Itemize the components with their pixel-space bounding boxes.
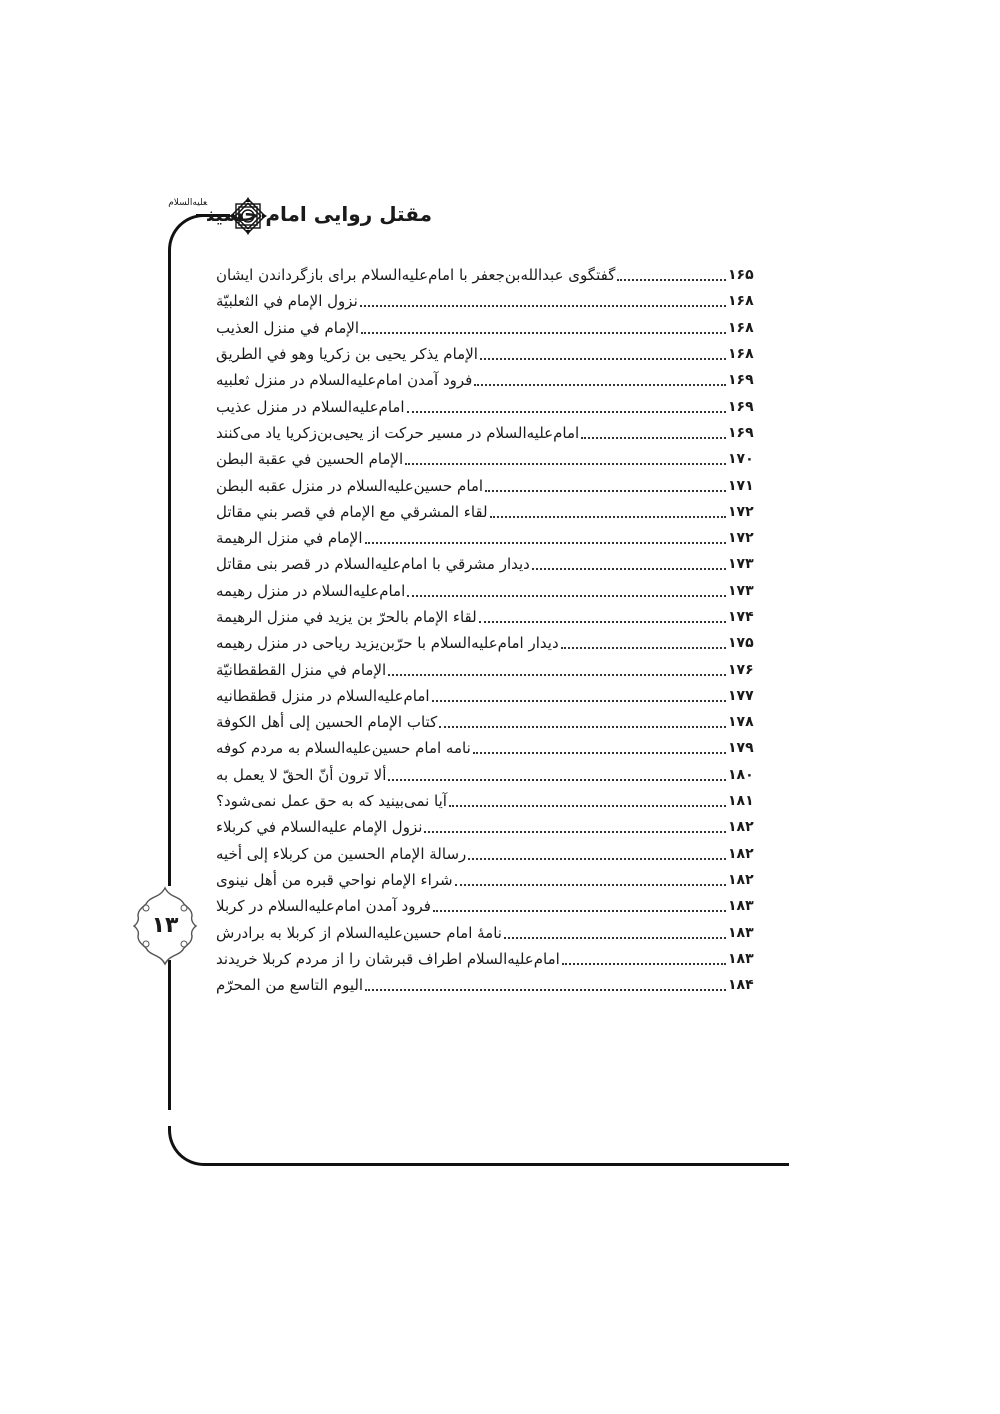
- toc-entry-page: ۱۷۷: [728, 687, 754, 704]
- toc-entry[interactable]: [212, 367, 762, 393]
- toc-entry-title: نامهٔ امام حسین‌علیه‌السلام از کربلا به برادرش: [216, 923, 502, 942]
- toc-entry-page: ۱۶۸: [728, 319, 754, 336]
- toc-entry[interactable]: [212, 709, 762, 735]
- toc-entry[interactable]: [212, 341, 762, 367]
- toc-entry-page: ۱۷۴: [728, 609, 754, 625]
- toc-entry-page: ۱۶۹: [728, 372, 754, 389]
- toc-entry-title: شراء الإمام نواحي قبره من أهل نينوى: [216, 870, 453, 889]
- toc-entry-page: ۱۶۹: [728, 424, 754, 441]
- toc-entry-title: دیدار امام‌علیه‌السلام با حرّبن‌یزید ریاحی در منزل رهیمه: [216, 634, 559, 653]
- toc-entry[interactable]: [212, 867, 762, 893]
- leader-dots: [407, 595, 726, 597]
- leader-dots: [532, 568, 726, 570]
- toc-entry-page: ۱۷۳: [728, 582, 754, 599]
- leader-dots: [424, 831, 726, 833]
- toc-entry-page: ۱۶۸: [728, 346, 754, 363]
- frame-left-line-lower: [168, 960, 171, 1110]
- toc-entry-page: ۱۷۲: [728, 503, 754, 520]
- toc-entry[interactable]: [212, 972, 762, 998]
- toc-entry-page: ۱۷۸: [728, 714, 754, 731]
- leader-dots: [365, 989, 726, 991]
- toc-entry-title: آیا نمی‌بینید که به حق عمل نمی‌شود؟: [216, 792, 447, 811]
- toc-entry-page: ۱۸۰: [728, 766, 754, 783]
- toc-entry-page: ۱۸۳: [728, 924, 754, 941]
- leader-dots: [468, 858, 726, 860]
- leader-dots: [388, 779, 726, 781]
- leader-dots: [360, 305, 726, 307]
- toc-entry[interactable]: [212, 315, 762, 341]
- toc-entry-title: امام‌علیه‌السلام در منزل قطقطانیه: [216, 686, 430, 705]
- leader-dots: [388, 674, 726, 676]
- toc-entry-page: ۱۷۲: [728, 530, 754, 547]
- toc-entry[interactable]: [212, 814, 762, 840]
- toc-entry[interactable]: [212, 288, 762, 314]
- toc-entry-title: گفتگوی عبدالله‌بن‌جعفر با امام‌علیه‌السلام برای بازگرداندن ایشان: [216, 266, 616, 285]
- toc-entry-title: نزول الإمام علیه‌السلام في كربلاء: [216, 818, 423, 837]
- toc-entry-title: لقاء الإمام بالحرّ بن يزيد في منزل الرهيمة: [216, 608, 477, 626]
- toc-entry-page: ۱۷۹: [728, 740, 754, 757]
- toc-entry-title: نزول الإمام في الثعلبيّة: [216, 292, 358, 311]
- toc-entry-title: اليوم التاسع من المحرّم: [216, 976, 364, 995]
- toc-entry-title: فرود آمدن امام‌علیه‌السلام در کربلا: [216, 897, 431, 916]
- toc-entry-title: امام‌علیه‌السلام در منزل عذیب: [216, 397, 405, 416]
- leader-dots: [473, 752, 726, 754]
- toc-entry[interactable]: [212, 735, 762, 761]
- toc-entry-title: الإمام يذكر يحيى بن زكريا وهو في الطريق: [216, 345, 478, 364]
- page-number: ۱۳: [151, 913, 179, 938]
- toc-entry-page: ۱۷۶: [728, 661, 754, 678]
- toc-entry[interactable]: [212, 578, 762, 604]
- leader-dots: [361, 332, 726, 334]
- toc-entry-title: رسالة الإمام الحسين من كربلاء إلى أخيه: [216, 844, 467, 863]
- toc-entry-page: ۱۷۱: [728, 477, 754, 494]
- toc-entry[interactable]: [212, 472, 762, 498]
- toc-entry[interactable]: [212, 841, 762, 867]
- toc-entry[interactable]: [212, 656, 762, 682]
- toc-entry-title: فرود آمدن امام‌علیه‌السلام در منزل ثعلبیه: [216, 371, 473, 390]
- toc-entry-page: ۱۶۹: [728, 398, 754, 415]
- toc-entry[interactable]: [212, 604, 762, 630]
- leader-dots: [455, 884, 726, 886]
- toc-entry[interactable]: [212, 762, 762, 788]
- toc-entry-title: امام‌علیه‌السلام اطراف قبرشان را از مردم کربلا خریدند: [216, 949, 560, 968]
- toc-entry-title: ألا ترون أنّ الحقّ لا يعمل به: [216, 765, 387, 784]
- toc-entry-page: ۱۷۵: [728, 635, 754, 652]
- toc-entry[interactable]: [212, 525, 762, 551]
- toc-entry[interactable]: [212, 499, 762, 525]
- toc-entry-page: ۱۸۱: [728, 793, 754, 810]
- toc-entry[interactable]: [212, 919, 762, 945]
- leader-dots: [561, 647, 726, 649]
- toc-entry-page: ۱۷۳: [728, 556, 754, 573]
- toc-entry-title: الإمام في منزل العذيب: [216, 318, 360, 337]
- leader-dots: [405, 463, 726, 465]
- toc-entry-title: الإمام الحسين في عقبة البطن: [216, 450, 404, 469]
- book-title: [168, 194, 432, 234]
- toc-entry[interactable]: [212, 420, 762, 446]
- frame-bottom-line: [204, 1163, 789, 1166]
- toc-entry-title: امام‌علیه‌السلام در مسیر حرکت از یحیی‌بن‌زکریا یاد می‌کنند: [216, 423, 580, 442]
- leader-dots: [581, 437, 726, 439]
- toc-entry[interactable]: [212, 393, 762, 419]
- toc-entry[interactable]: [212, 262, 762, 288]
- toc-entry[interactable]: [212, 446, 762, 472]
- leader-dots: [365, 542, 727, 544]
- toc-entry-title: نامه امام حسین‌علیه‌السلام به مردم کوفه: [216, 739, 471, 758]
- toc-entry-title: الإمام في منزل القطقطانيّة: [216, 660, 387, 679]
- leader-dots: [449, 805, 726, 807]
- toc-entry[interactable]: [212, 683, 762, 709]
- toc-entry-page: ۱۸۳: [728, 898, 754, 915]
- table-of-contents: [212, 262, 762, 998]
- leader-dots: [433, 910, 726, 912]
- leader-dots: [504, 937, 726, 939]
- leader-dots: [432, 700, 726, 702]
- toc-entry-page: ۱۸۲: [728, 819, 754, 836]
- toc-entry-title: الإمام في منزل الرهيمة: [216, 529, 363, 548]
- leader-dots: [439, 726, 726, 728]
- toc-entry[interactable]: [212, 551, 762, 577]
- toc-entry-page: ۱۷۰: [728, 451, 754, 468]
- leader-dots: [485, 490, 726, 492]
- toc-entry-title: لقاء المشرقي مع الإمام في قصر بني مقاتل: [216, 502, 488, 521]
- leader-dots: [562, 963, 726, 965]
- leader-dots: [474, 384, 726, 386]
- leader-dots: [617, 279, 726, 281]
- frame-left-line-upper: [168, 250, 171, 886]
- toc-entry[interactable]: [212, 788, 762, 814]
- toc-entry-page: ۱۸۳: [728, 950, 754, 967]
- toc-entry-title: دیدار مشرقي با امام‌علیه‌السلام در قصر بنی مقاتل: [216, 555, 530, 574]
- toc-entry-page: ۱۸۲: [728, 871, 754, 888]
- toc-entry-title: كتاب الإمام الحسين إلى أهل الكوفة: [216, 713, 438, 732]
- toc-entry-title: امام‌علیه‌السلام در منزل رهیمه: [216, 581, 406, 600]
- leader-dots: [407, 411, 726, 413]
- leader-dots: [479, 621, 726, 623]
- toc-entry[interactable]: [212, 946, 762, 972]
- toc-entry-page: ۱۶۵: [728, 267, 754, 284]
- toc-entry-page: ۱۸۴: [728, 977, 754, 994]
- toc-entry-page: ۱۶۸: [728, 293, 754, 310]
- leader-dots: [480, 358, 726, 360]
- frame-bottom-corner: [168, 1126, 208, 1166]
- toc-entry-page: ۱۸۲: [728, 845, 754, 862]
- toc-entry[interactable]: [212, 893, 762, 919]
- leader-dots: [490, 516, 726, 518]
- book-title-honorific: علیه‌السلام: [168, 198, 208, 208]
- book-title-main: مقتل روایی امام حسین: [207, 202, 432, 226]
- toc-entry[interactable]: [212, 630, 762, 656]
- toc-entry-title: امام حسین‌علیه‌السلام در منزل عقبه البطن: [216, 476, 484, 495]
